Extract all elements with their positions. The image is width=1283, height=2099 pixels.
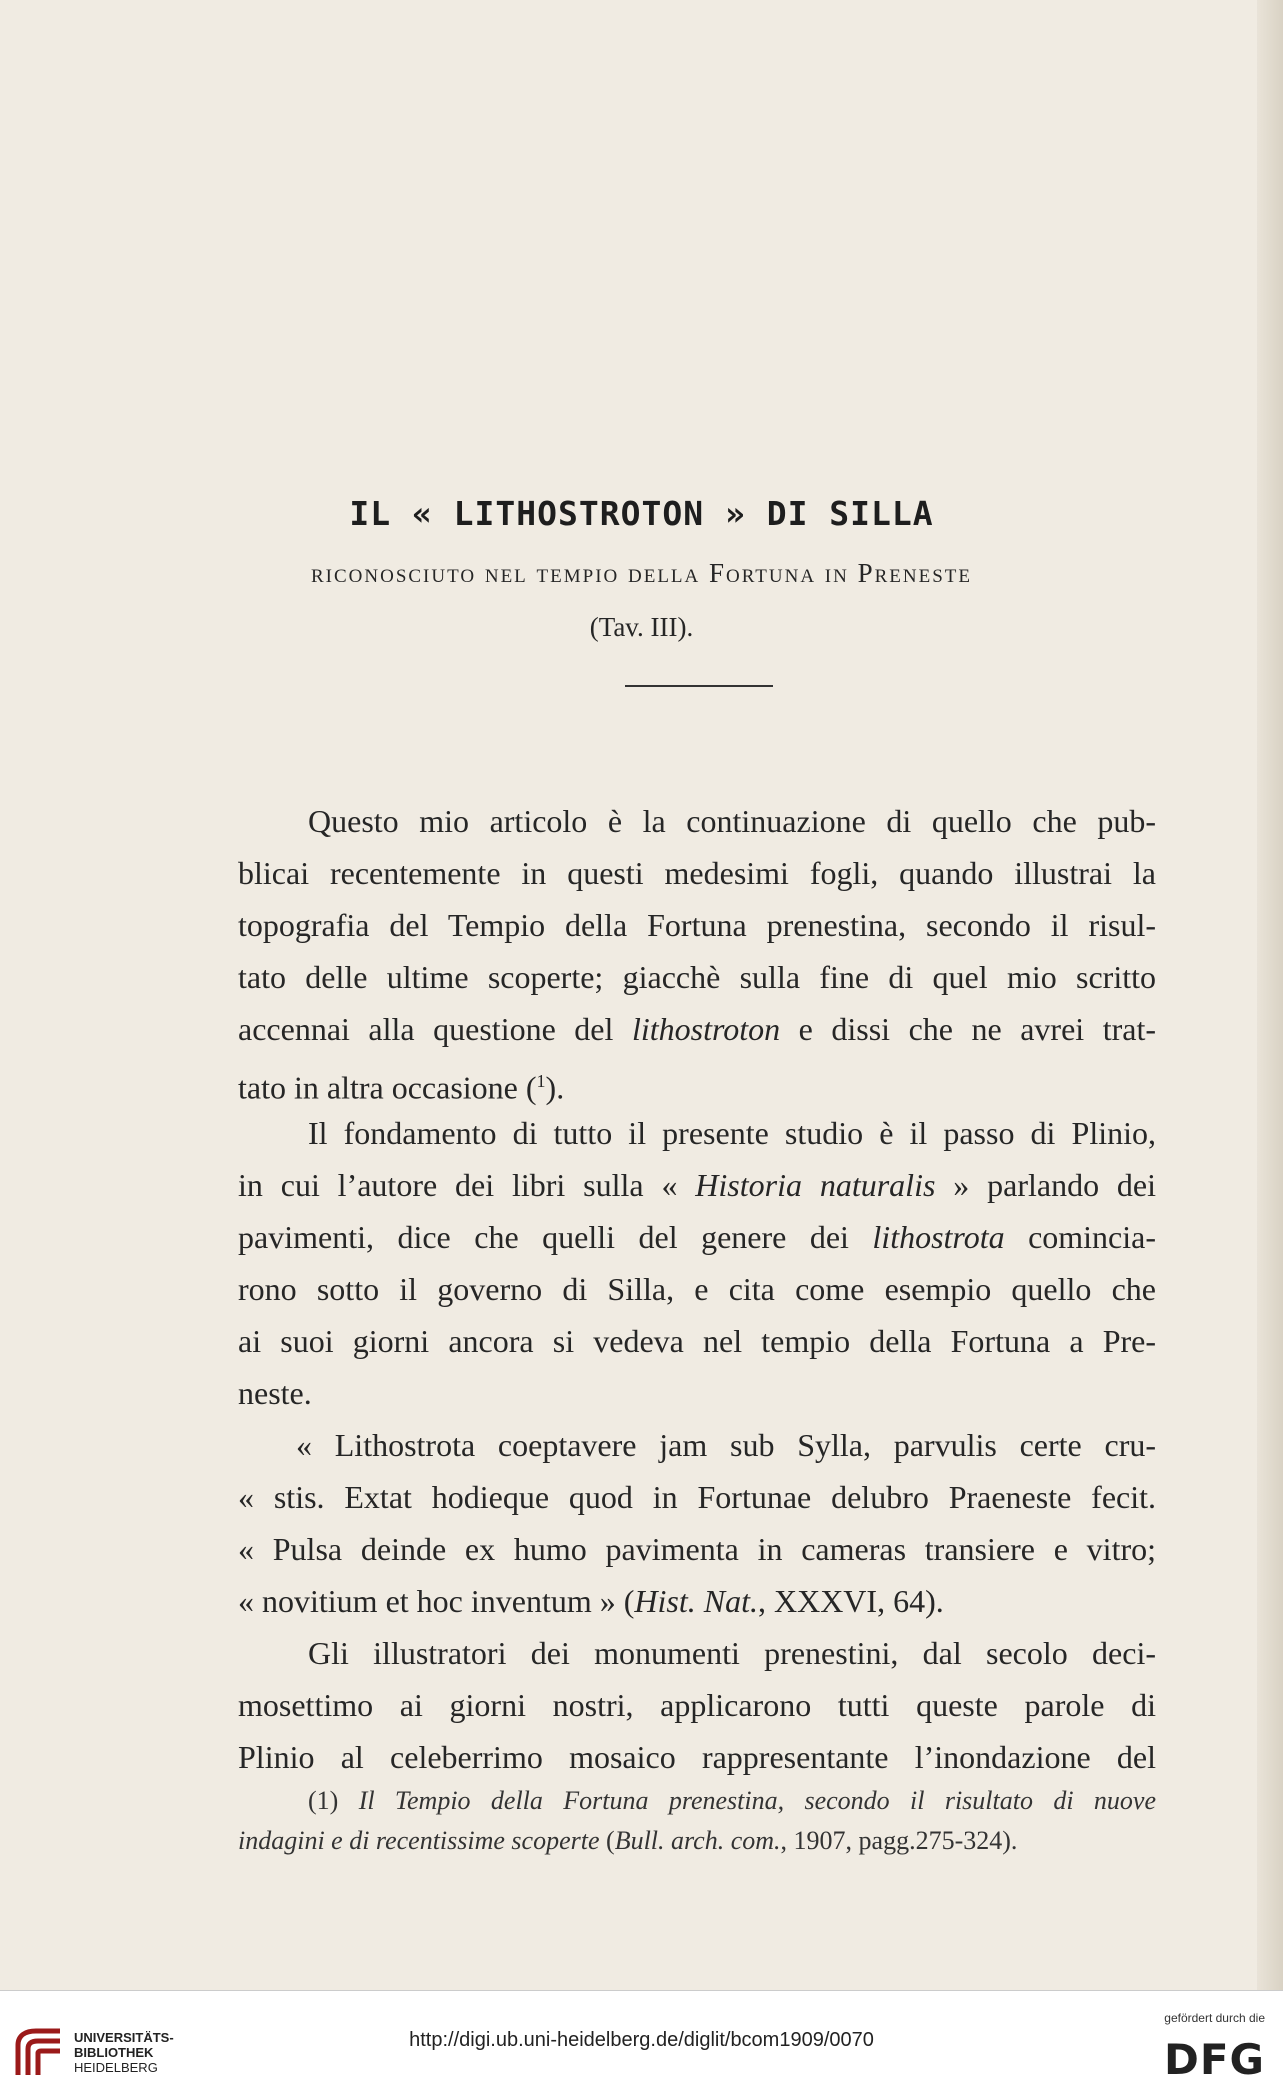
text-line: Gli illustratori dei monumenti prenestini, dal secolo deci- xyxy=(308,1635,1156,1671)
text-line: accennai alla questione del lithostroton e dissi che ne avrei trat- xyxy=(238,1011,1157,1047)
text-line: mosettimo ai giorni nostri, applicarono tutti queste parole di xyxy=(238,1687,1156,1723)
footnote-line: indagini e di recentissime scoperte (Bull. arch. com., 1907, pagg.275-324). xyxy=(238,1826,1018,1855)
funding-caption: gefördert durch die xyxy=(1164,2011,1265,2025)
text-line: neste. xyxy=(238,1375,312,1411)
page-gutter xyxy=(1257,0,1283,1990)
quote-line: « stis. Extat hodieque quod in Fortunae delubro Praeneste fecit. xyxy=(238,1479,1156,1515)
text-line: in cui l’autore dei libri sulla « Historia naturalis » parlando dei xyxy=(238,1167,1157,1203)
article-title: IL « LITHOSTROTON » DI SILLA xyxy=(349,494,934,533)
footnote-mark: (1) xyxy=(308,1786,339,1815)
text-line: topografia del Tempio della Fortuna prenestina, secondo il risul- xyxy=(238,907,1156,943)
footnote-line: (1) Il Tempio della Fortuna prenestina, secondo il risultato di nuove xyxy=(308,1786,1156,1815)
quote-line: « novitium et hoc inventum » (Hist. Nat., XXXVI, 64). xyxy=(238,1583,944,1619)
quote-line: « Pulsa deinde ex humo pavimenta in cameras transiere e vitro; xyxy=(238,1531,1156,1567)
footnote xyxy=(238,1781,1156,1861)
library-name: UNIVERSITÄTS- BIBLIOTHEK HEIDELBERG xyxy=(74,2030,174,2075)
text-line: ai suoi giorni ancora si vedeva nel tempio della Fortuna a Pre- xyxy=(238,1323,1156,1359)
footnote-ref: 1 xyxy=(536,1071,546,1091)
text-line: Plinio al celeberrimo mosaico rappresentante l’inondazione del xyxy=(238,1739,1156,1775)
quote-line: « Lithostrota coeptavere jam sub Sylla, parvulis certe cru- xyxy=(296,1427,1156,1463)
text-line: tato delle ultime scoperte; giacchè sulla fine di quel mio scritto xyxy=(238,959,1156,995)
plate-reference: (Tav. III). xyxy=(589,612,694,642)
text-line: tato in altra occasione ($^1$). xyxy=(238,1069,565,1106)
footer-bar xyxy=(0,1990,1283,2099)
source-url[interactable]: http://digi.ub.uni-heidelberg.de/diglit/bcom1909/0070 xyxy=(409,2029,874,2051)
text-line: Questo mio articolo è la continuazione di quello che pub- xyxy=(308,803,1156,839)
text-line: pavimenti, dice che quelli del genere dei lithostrota comincia- xyxy=(238,1219,1157,1255)
dfg-logo: DFG xyxy=(1163,2035,1265,2084)
title-divider xyxy=(625,685,773,687)
text-line: rono sotto il governo di Silla, e cita come esempio quello che xyxy=(238,1271,1156,1307)
article-subtitle: riconosciuto nel tempio della Fortuna in Preneste xyxy=(310,558,972,588)
article-body xyxy=(238,795,1156,1783)
text-line: Il fondamento di tutto il presente studio è il passo di Plinio, xyxy=(308,1115,1156,1151)
text-line: blicai recentemente in questi medesimi fogli, quando illustrai la xyxy=(238,855,1156,891)
